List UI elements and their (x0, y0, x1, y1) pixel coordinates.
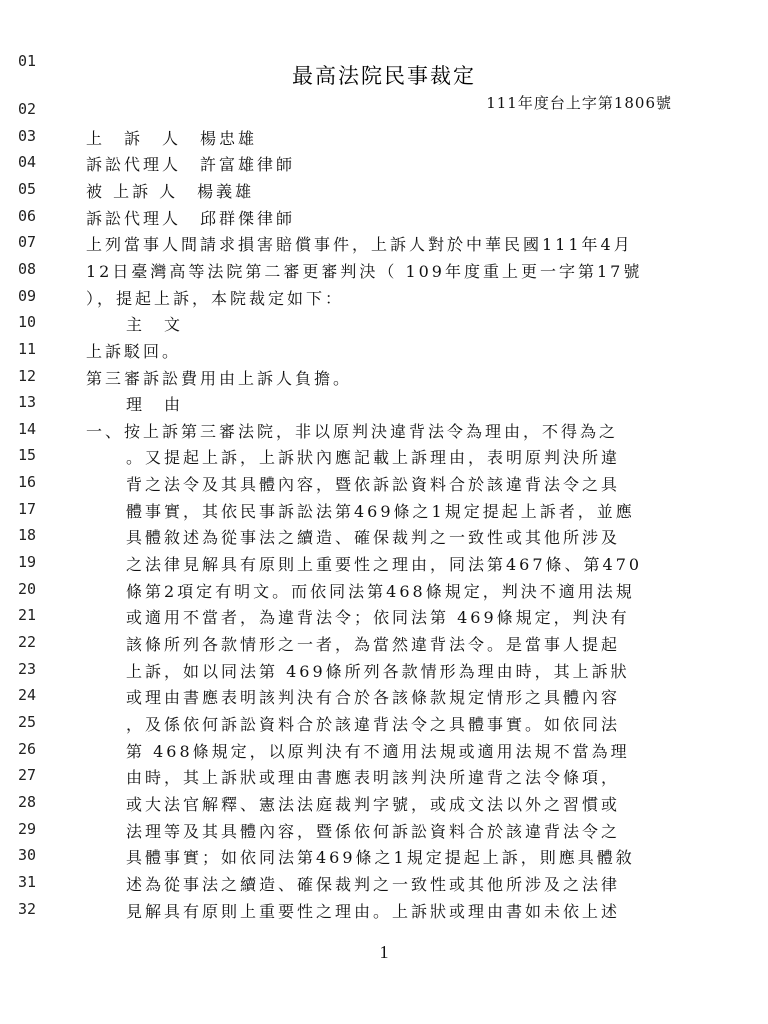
line-number: 16 (18, 473, 37, 492)
line-number: 18 (18, 526, 37, 545)
text-line: 見解具有原則上重要性之理由。上訴狀或理由書如未依上述 (126, 901, 621, 921)
line-number: 28 (18, 792, 37, 811)
text-line: 由時，其上訴狀或理由書應表明該判決所違背之法令條項， (126, 768, 621, 788)
line-number: 12 (18, 366, 37, 385)
line-number: 19 (18, 553, 37, 572)
text-line: 訴訟代理人 許富雄律師 (86, 155, 296, 175)
text-line: 第三審訴訟費用由上訴人負擔。 (86, 368, 353, 388)
text-line: 主 文 (126, 315, 184, 335)
text-line: 12日臺灣高等法院第二審更審判決（ 109年度重上更一字第17號 (86, 261, 643, 281)
line-number: 24 (18, 686, 37, 705)
line-number: 30 (18, 846, 37, 865)
text-line: 上訴，如以同法第 469條所列各款情形為理由時，其上訴狀 (126, 661, 630, 681)
line-number: 02 (18, 100, 37, 118)
line-number: 10 (18, 313, 37, 332)
text-line: 述為從事法之續造、確保裁判之一致性或其他所涉及之法律 (126, 874, 621, 894)
line-number: 04 (18, 153, 37, 172)
line-number: 11 (18, 339, 37, 358)
line-number: 08 (18, 259, 37, 278)
line-number: 09 (18, 286, 37, 305)
text-line: 具體敘述為從事法之續造、確保裁判之一致性或其他所涉及 (126, 528, 621, 548)
line-number: 07 (18, 233, 37, 252)
line-number: 01 (18, 52, 37, 70)
text-line: 訴訟代理人 邱群傑律師 (86, 208, 296, 228)
text-line: 上 訴 人 楊忠雄 (86, 128, 258, 148)
line-number: 14 (18, 419, 37, 438)
case-number: 111年度台上字第1806號 (486, 94, 672, 112)
text-line: 或適用不當者，為違背法令；依同法第 469條規定，判決有 (126, 608, 630, 628)
document-title: 最高法院民事裁定 (292, 64, 476, 88)
line-number: 26 (18, 739, 37, 758)
text-line: 或大法官解釋、憲法法庭裁判字號，或成文法以外之習慣或 (126, 794, 621, 814)
text-line: 上訴駁回。 (86, 341, 182, 361)
text-line: ，及係依何訴訟資料合於該違背法令之具體事實。如依同法 (126, 714, 621, 734)
line-number: 13 (18, 393, 37, 412)
line-number: 03 (18, 126, 37, 145)
line-number: 27 (18, 766, 37, 785)
text-line: 理 由 (126, 395, 184, 415)
text-line: 被 上訴 人 楊義雄 (86, 181, 255, 201)
text-line: 背之法令及其具體內容，暨依訴訟資料合於該違背法令之具 (126, 475, 621, 495)
page-number: 1 (379, 942, 389, 962)
line-number: 05 (18, 179, 37, 198)
line-number: 32 (18, 899, 37, 918)
text-line: 條第2項定有明文。而依同法第468條規定，判決不適用法規 (126, 581, 635, 601)
text-line: 。又提起上訴，上訴狀內應記載上訴理由，表明原判決所違 (126, 448, 621, 468)
line-number: 17 (18, 499, 37, 518)
text-line: 一、按上訴第三審法院，非以原判決違背法令為理由，不得為之 (86, 421, 619, 441)
text-line: 或理由書應表明該判決有合於各該條款規定情形之具體內容 (126, 688, 621, 708)
line-number: 20 (18, 579, 37, 598)
text-line: 第 468條規定，以原判決有不適用法規或適用法規不當為理 (126, 741, 630, 761)
text-line: ），提起上訴，本院裁定如下： (86, 288, 345, 308)
line-number: 15 (18, 446, 37, 465)
text-line: 體事實，其依民事訴訟法第469條之1規定提起上訴者，並應 (126, 501, 635, 521)
text-line: 之法律見解具有原則上重要性之理由，同法第467條、第470 (126, 555, 643, 575)
text-line: 該條所列各款情形之一者，為當然違背法令。是當事人提起 (126, 635, 621, 654)
line-number: 23 (18, 659, 37, 678)
line-number: 22 (18, 633, 37, 651)
line-number: 29 (18, 819, 37, 838)
text-line: 上列當事人間請求損害賠償事件，上訴人對於中華民國111年4月 (86, 235, 633, 255)
text-line: 具體事實；如依同法第469條之1規定提起上訴，則應具體敘 (126, 848, 635, 868)
line-number: 31 (18, 872, 37, 891)
line-number: 06 (18, 206, 37, 225)
line-number: 25 (18, 712, 37, 731)
text-line: 法理等及其具體內容，暨係依何訴訟資料合於該違背法令之 (126, 821, 621, 841)
line-number: 21 (18, 606, 37, 625)
